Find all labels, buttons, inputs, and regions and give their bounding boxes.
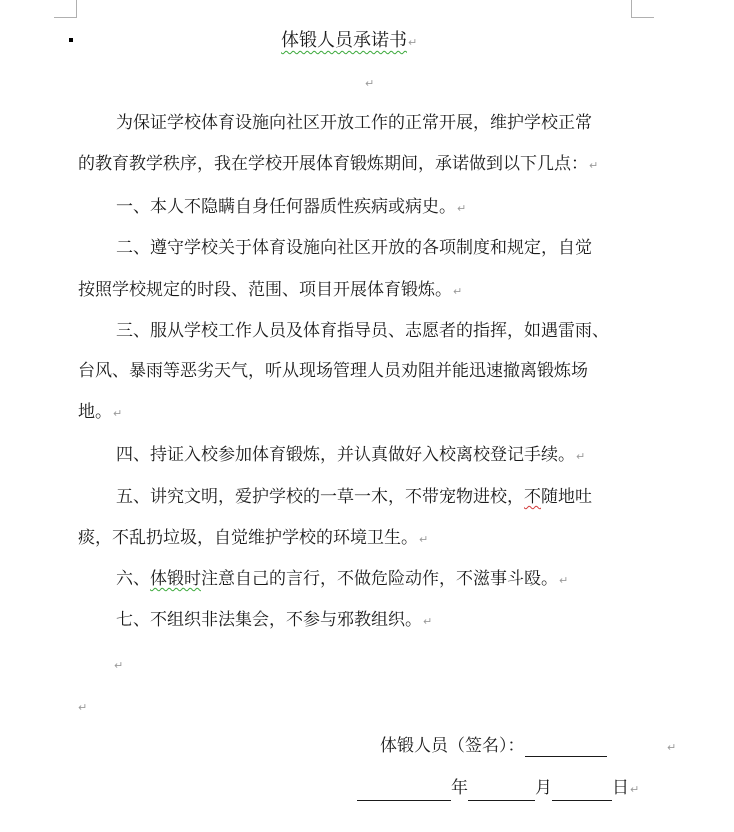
- day-blank[interactable]: [552, 782, 612, 801]
- clause-1: 一、本人不隐瞒自身任何器质性疾病或病史。↵: [116, 197, 467, 217]
- date-line: 年 月 日↵: [357, 777, 639, 801]
- clause-6: 六、体锻时注意自己的言行，不做危险动作，不滋事斗殴。↵: [116, 569, 569, 589]
- document-title: [281, 30, 417, 54]
- clause-7: 七、不组织非法集会，不参与邪教组织。↵: [116, 610, 433, 630]
- clause-3-line-1: 三、服从学校工作人员及体育指导员、志愿者的指挥，如遇雷雨、: [116, 321, 609, 341]
- day-label: 日: [612, 778, 629, 798]
- empty-paragraph-mark: ↵: [78, 701, 88, 714]
- empty-paragraph-mark: ↵: [114, 659, 124, 672]
- year-label: 年: [451, 778, 468, 798]
- month-label: 月: [535, 778, 552, 798]
- empty-paragraph-mark: ↵: [365, 77, 375, 90]
- signature-blank[interactable]: [525, 738, 607, 757]
- clause-5-line-1: 五、讲究文明，爱护学校的一草一木，不带宠物进校，不随地吐: [116, 487, 592, 507]
- clause-3-line-3: 地。↵: [78, 402, 123, 422]
- paragraph-mark: ↵: [667, 741, 677, 754]
- clause-3-line-2: 台风、暴雨等恶劣天气，听从现场管理人员劝阻并能迅速撤离锻炼场: [78, 361, 588, 381]
- paragraph-mark: ↵: [408, 36, 418, 49]
- clause-2-line-1: 二、遵守学校关于体育设施向社区开放的各项制度和规定，自觉: [116, 238, 592, 258]
- crop-mark-top-right: [631, 0, 654, 18]
- signature-label: 体锻人员（签名）：: [380, 736, 525, 756]
- crop-mark-top-left: [54, 0, 77, 18]
- title-text: 体锻人员承诺书: [281, 30, 407, 51]
- intro-line-1: 为保证学校体育设施向社区开放工作的正常开展，维护学校正常: [116, 113, 592, 133]
- intro-line-2: 的教育教学秩序，我在学校开展体育锻炼期间，承诺做到以下几点：↵: [78, 154, 599, 174]
- clause-4: 四、持证入校参加体育锻炼，并认真做好入校离校登记手续。↵: [116, 445, 586, 465]
- grammar-flag: 体锻时: [150, 569, 201, 589]
- year-blank[interactable]: [357, 782, 451, 801]
- list-bullet-square: [69, 38, 73, 42]
- signature-line: [380, 735, 607, 757]
- spelling-flag: 不: [524, 487, 541, 507]
- clause-5-line-2: 痰，不乱扔垃圾，自觉维护学校的环境卫生。↵: [78, 528, 429, 548]
- clause-2-line-2: 按照学校规定的时段、范围、项目开展体育锻炼。↵: [78, 280, 463, 300]
- month-blank[interactable]: [468, 782, 535, 801]
